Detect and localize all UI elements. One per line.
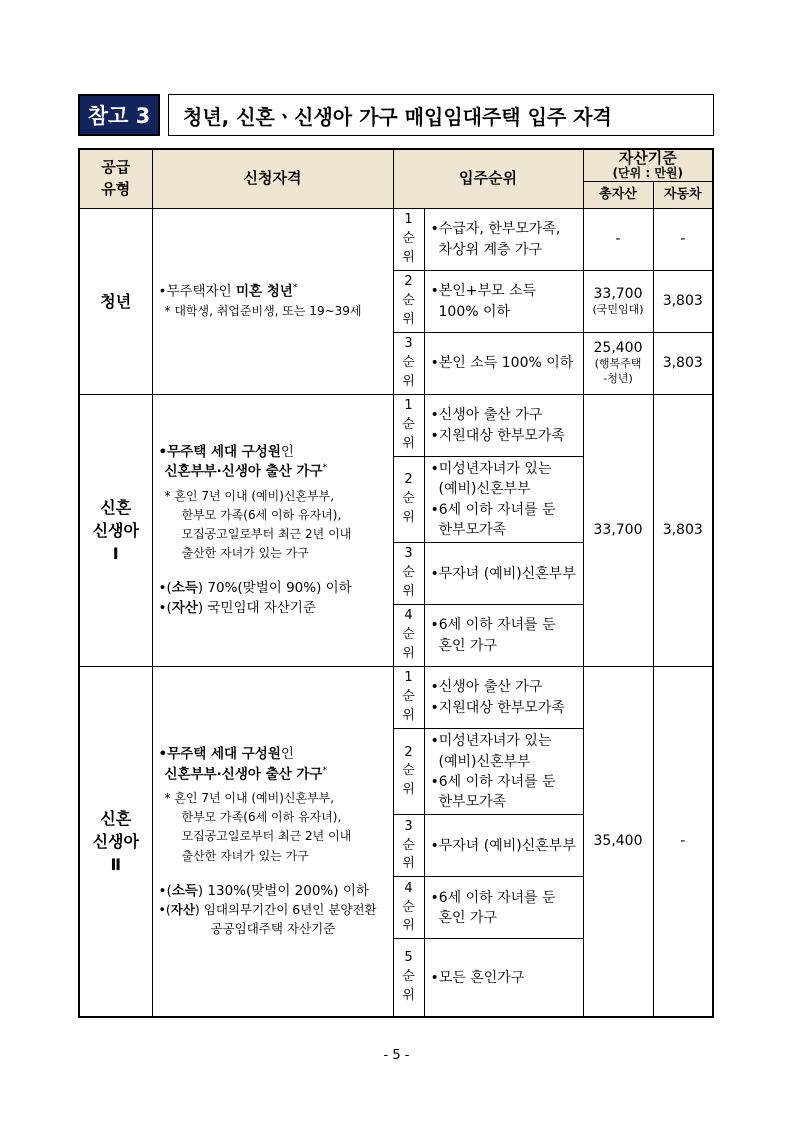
rank-cell: 1 순 위 bbox=[393, 395, 424, 457]
rank-cell: 2 순 위 bbox=[393, 271, 424, 333]
total-assets-cell: 25,400 (행복주택 -청년) bbox=[583, 333, 653, 395]
car-cell: - bbox=[653, 209, 713, 271]
total-assets-cell: - bbox=[583, 209, 653, 271]
priority-cell: •무자녀 (예비)신혼부부 bbox=[424, 543, 583, 605]
type-youth: 청년 bbox=[79, 209, 152, 395]
rank-cell: 3 순 위 bbox=[393, 333, 424, 395]
priority-cell: •6세 이하 자녀를 둔 혼인 가구 bbox=[424, 877, 583, 939]
table-row bbox=[79, 209, 713, 271]
priority-cell: •신생아 출산 가구 •지원대상 한부모가족 bbox=[424, 395, 583, 457]
header-total-assets: 총자산 bbox=[583, 182, 653, 209]
rank-cell: 1 순 위 bbox=[393, 667, 424, 729]
total-assets-cell: 33,700 (국민임대) bbox=[583, 271, 653, 333]
header-qualification: 신청자격 bbox=[152, 149, 393, 209]
rank-cell: 2 순 위 bbox=[393, 729, 424, 815]
rank-cell: 4 순 위 bbox=[393, 605, 424, 667]
rank-cell: 1 순 위 bbox=[393, 209, 424, 271]
reference-badge: 참고 3 bbox=[78, 94, 160, 136]
table-header-row bbox=[79, 149, 713, 182]
header-priority: 입주순위 bbox=[393, 149, 583, 209]
qualification-newlywed-2: •무주택 세대 구성원인 신혼부부·신생아 출산 가구* * 혼인 7년 이내 (예비)신혼부부, 한부모 가족(6세 이하 유자녀), 모집공고일로부터 최근 2년 이내 출산한 자녀가 있는 가구 •(소득) 130%(맞벌이 200%) 이하 •(자산) 임대의무기간이 6년인 분양전환 공공임대주택 자산기준 bbox=[152, 667, 393, 1017]
type-newlywed-2: 신혼 신생아 Ⅱ bbox=[79, 667, 152, 1017]
priority-cell: •미성년자녀가 있는 (예비)신혼부부 •6세 이하 자녀를 둔 한부모가족 bbox=[424, 729, 583, 815]
rank-cell: 2 순 위 bbox=[393, 457, 424, 543]
priority-cell: •6세 이하 자녀를 둔 혼인 가구 bbox=[424, 605, 583, 667]
type-newlywed-1: 신혼 신생아 Ⅰ bbox=[79, 395, 152, 667]
rank-cell: 3 순 위 bbox=[393, 543, 424, 605]
header-asset-criteria: 자산기준 (단위 : 만원) bbox=[583, 149, 713, 182]
car-cell: 3,803 bbox=[653, 395, 713, 667]
priority-cell: •모든 혼인가구 bbox=[424, 939, 583, 1017]
priority-cell: •신생아 출산 가구 •지원대상 한부모가족 bbox=[424, 667, 583, 729]
car-cell: 3,803 bbox=[653, 271, 713, 333]
total-assets-cell: 33,700 bbox=[583, 395, 653, 667]
qualification-newlywed-1: •무주택 세대 구성원인 신혼부부·신생아 출산 가구* * 혼인 7년 이내 (예비)신혼부부, 한부모 가족(6세 이하 유자녀), 모집공고일로부터 최근 2년 이내 출산한 자녀가 있는 가구 •(소득) 70%(맞벌이 90%) 이하 •(자산) 국민임대 자산기준 bbox=[152, 395, 393, 667]
car-cell: 3,803 bbox=[653, 333, 713, 395]
priority-cell: •본인+부모 소득 100% 이하 bbox=[424, 271, 583, 333]
priority-cell: •미성년자녀가 있는 (예비)신혼부부 •6세 이하 자녀를 둔 한부모가족 bbox=[424, 457, 583, 543]
header-car: 자동차 bbox=[653, 182, 713, 209]
rank-cell: 5 순 위 bbox=[393, 939, 424, 1017]
table-row bbox=[79, 395, 713, 457]
eligibility-table bbox=[78, 148, 714, 1018]
section-header bbox=[78, 94, 714, 136]
qualification-youth: •무주택자인 미혼 청년* * 대학생, 취업준비생, 또는 19~39세 bbox=[152, 209, 393, 395]
section-title: 청년, 신혼ㆍ신생아 가구 매입임대주택 입주 자격 bbox=[168, 94, 714, 136]
total-assets-cell: 35,400 bbox=[583, 667, 653, 1017]
rank-cell: 3 순 위 bbox=[393, 815, 424, 877]
header-supply-type: 공급 유형 bbox=[79, 149, 152, 209]
rank-cell: 4 순 위 bbox=[393, 877, 424, 939]
car-cell: - bbox=[653, 667, 713, 1017]
priority-cell: •본인 소득 100% 이하 bbox=[424, 333, 583, 395]
page-number: - 5 - bbox=[383, 1048, 410, 1063]
priority-cell: •무자녀 (예비)신혼부부 bbox=[424, 815, 583, 877]
table-row bbox=[79, 667, 713, 729]
priority-cell: •수급자, 한부모가족, 차상위 계층 가구 bbox=[424, 209, 583, 271]
